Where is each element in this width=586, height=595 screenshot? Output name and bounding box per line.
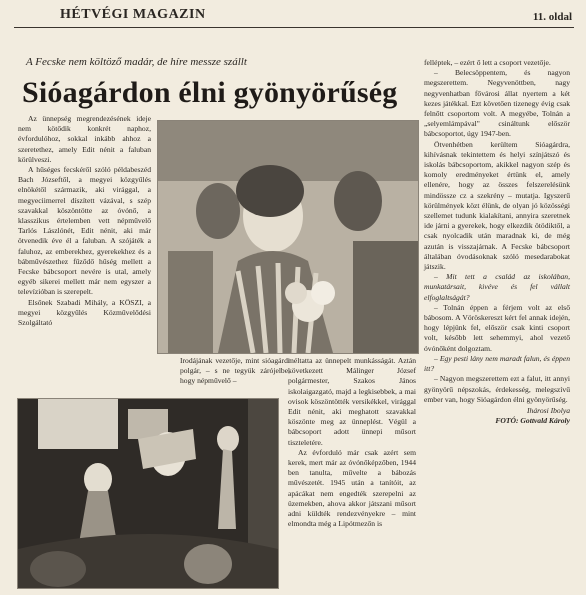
page-number: 11. oldal xyxy=(532,11,572,23)
paragraph: Ötvenhétben kerültem Sióagárdra, kihívásnak tekintettem és helyi színjátszó és iskolás bábcsoportom, akikkel nagyon szép és komoly eredményeket értünk el, amely ellenére, hogy az összes felszerelésünk mindössze cz a szekrény – mutatja. Igyszerű körülmények közt élünk, de olyan jó közösségi szellemet tudunk kialakítani, annyira szeretnek ide járni a gyerekek, hogy elkezdik ötödiktől, a csak nyolcadik után maradnak ki, de még azután is visszajárnak. A Fecske bábcsoport általában óvodásoknak szóló mesedarabokat játszik. xyxy=(424,139,570,272)
photo-celebration xyxy=(157,120,419,354)
article-kicker: A Fecske nem költöző madár, de híre messze szállt xyxy=(26,56,247,68)
paragraph: – Tolnán éppen a férjem volt az első bábosom. A Vöröskereszt kért fel annak idején, hogy lépjünk fel, először csak kinti csoport volt, később lett sehemmyi, ahol vezető óvónőként dolgoztam. xyxy=(424,302,570,353)
celebration-image xyxy=(158,121,418,353)
paragraph: A hűséges fecskéről szóló példabeszéd Bach Józseftől, a megyei közgyűlés elnökétől származik, aki virággal, a megyeciimerrel díszített vázával, s szép szavakkal köszöntötte az óvónő, a klasszikus értelemben vett népművelő Tarlós Lászlónét, Edit nénit, aki már ötvenedik éve él a faluban. A szójáték a faluhoz, az emberekhez, gyerekekhez és a bábművészethez fűződő hűség mellett a Fecske bábcsoport nevére is utal, amely egyéb sikerei mellett már nem egyszer a televízióban is szerepelt. xyxy=(18,165,151,297)
header-rule xyxy=(14,27,574,28)
paragraph: felléptek, – ezért ő lett a csoport vezetője. xyxy=(424,58,551,67)
author-byline: Ihárosi Ibolya xyxy=(527,405,570,415)
magazine-title: HÉTVÉGI MAGAZIN xyxy=(60,7,206,22)
paragraph: Az ünnepség megrendezésének ideje nem kötődik konkrét naphoz, évfordulóhoz, sokkal inkább ahhoz a szeretethez, amely Edit nénit a faluban körülveszi. xyxy=(18,114,151,164)
column-middle xyxy=(288,356,416,529)
column-left-bottom xyxy=(180,356,290,387)
puppet-image xyxy=(18,399,278,588)
paragraph: Az évforduló már csak azért sem kerek, mert már az óvónőképzőben, 1944 ben tanulta, művelte a bábozás művészetét. 1945 után a tanítóit, az apácákat nem engedték szerepelni az üzemekben, ahova akkor játszani műsort adni küldték rendezvényekre – mint elmondta még a Lipótmezőn is xyxy=(288,447,416,529)
paragraph: – Nagyon megszerettem ezt a falut, itt annyi gyönyörű népszokás, érdekesség, melegszívű ember van, hogy Sióagárdon élni gyönyörűség. xyxy=(424,374,570,404)
column-left-top xyxy=(18,114,151,328)
photo-credit: FOTÓ: Gottvald Károly xyxy=(495,416,570,426)
paragraph: – Belecsöppentem, és nagyon megszerettem. Negyvenöttben, nagy negyvenhatban fővárosi állat nyertem a két kezes játékkal. Ezt követően tizenegy évig csak felnőtt csoportom volt. A megyébe, Tolnán a „selyemlámpával" csináltunk először bábcsoportot, úgy 1947-ben. xyxy=(424,68,570,139)
article-headline: Sióagárdon élni gyönyörűség xyxy=(22,76,398,109)
paragraph: méltatta az ünnepelt munkásságát. Aztán következett Málinger József polgármester, Szakos János iskolaigazgató, majd a legkisebbek, a mai ovisok köszöntötték versikékkel, virággal Edit nénit, aki meghatott szavakkal köszönte meg az ünneplést. Végül a bábcsoport adott ünnepi műsort tiszteletére. xyxy=(288,356,416,447)
paragraph: Irodájának vezetője, mint sióagárdi polgár, – s ne tegyük zárójelbe, hogy népművelő – xyxy=(180,356,290,386)
interview-question: – Egy pesti lány nem maradt falun, és éppen itt? xyxy=(424,353,570,374)
interview-question: – Mit tett a család az iskolában, munkatársait, kivéve és fel vállalt elfoglaltságát? xyxy=(424,272,570,302)
photo-puppets xyxy=(17,398,279,589)
column-right xyxy=(424,58,570,426)
paragraph: Elsőnek Szabadi Mihály, a KÖSZI, a megyei közgyűlés Közművelődési Szolgáltató xyxy=(18,297,151,328)
